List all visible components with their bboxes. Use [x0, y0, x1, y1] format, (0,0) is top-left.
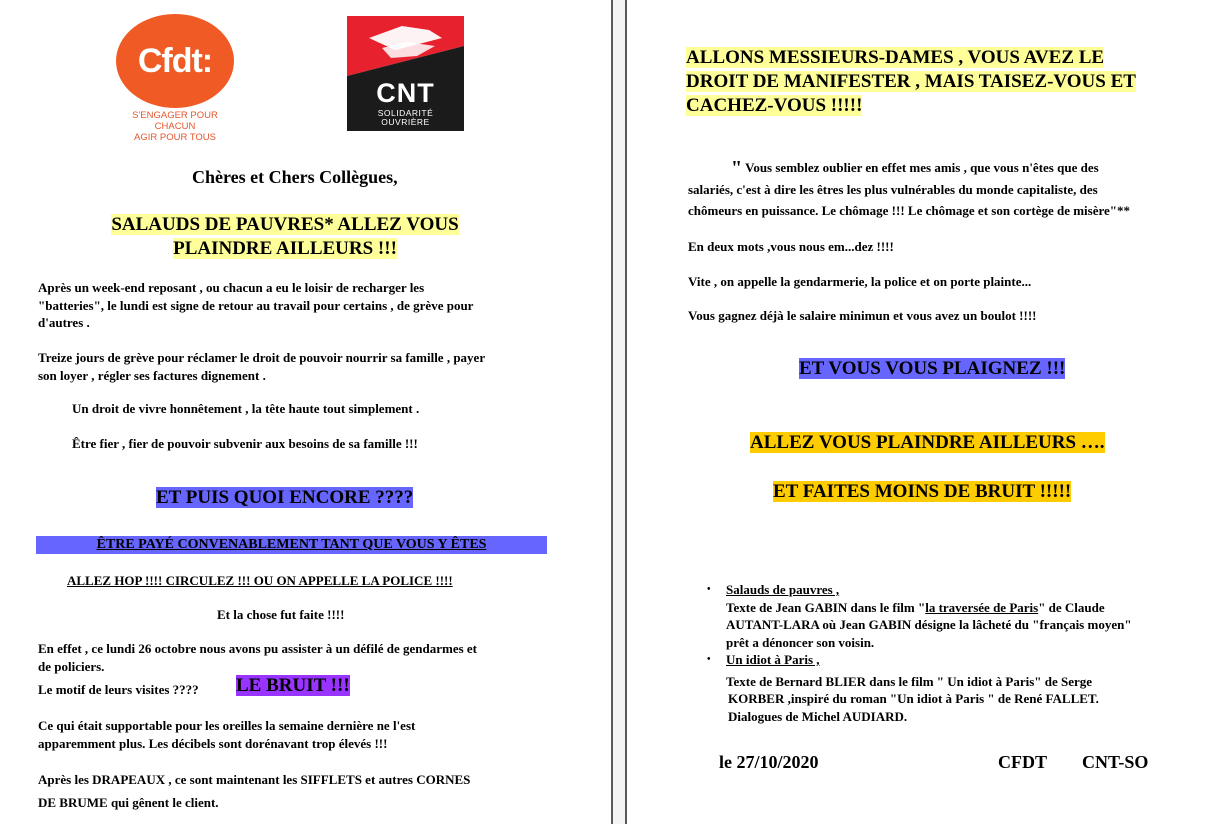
text-line: apparemment plus. Les décibels sont dorénavant trop élevés !!! [38, 735, 388, 751]
cnt-logo-subtitle [347, 109, 464, 127]
text-line: Après les DRAPEAUX , ce sont maintenant les SIFFLETS et autres CORNES [38, 772, 471, 787]
text-line: de policiers. [38, 658, 105, 674]
cfdt-tagline-line: AGIR POUR TOUS [134, 132, 216, 143]
text-line [688, 157, 1208, 179]
banner-text: ALLEZ VOUS PLAINDRE AILLEURS …. [750, 432, 1105, 453]
text-line: son loyer , régler ses factures dignement . [38, 367, 266, 383]
text-line: prêt a dénoncer son voisin. [726, 634, 875, 650]
banner-quoi-encore [156, 487, 413, 509]
text-line: Après un week-end reposant , ou chacun a eu le loisir de recharger les [38, 280, 425, 295]
signature-cfdt: CFDT [998, 752, 1047, 772]
quote-block [688, 157, 1208, 221]
hop-line: ALLEZ HOP !!!! CIRCULEZ !!! OU ON APPELLE LA POLICE !!!! [67, 573, 453, 588]
paragraph-pride: Être fier , fier de pouvoir subvenir aux besoins de sa famille !!! [72, 436, 418, 451]
banner-text: ET PUIS QUOI ENCORE ???? [156, 487, 414, 508]
quote-text: Vous semblez oublier en effet mes amis , que vous n'êtes que des [745, 160, 1099, 175]
main-title-line: PLAINDRE AILLEURS !!! [173, 238, 397, 259]
date: le 27/10/2020 [719, 752, 819, 772]
text-line: DE BRUME qui gênent le client. [38, 795, 219, 810]
banner-text: ET FAITES MOINS DE BRUIT !!!!! [773, 481, 1072, 502]
bullet-icon: • [707, 584, 711, 595]
banner-plaindre-ailleurs [750, 432, 1105, 454]
footnote-title: Salauds de pauvres , [726, 582, 840, 597]
cfdt-logo [116, 14, 234, 143]
right-title-line: DROIT DE MANIFESTER , MAIS TAISEZ-VOUS ET [686, 71, 1136, 92]
paragraph-weekend [38, 279, 598, 332]
footnote-title: Un idiot à Paris , [726, 652, 820, 667]
text-line: Ce qui était supportable pour les oreilles la semaine dernière ne l'est [38, 718, 416, 733]
text-line: chômeurs en puissance. Le chômage !!! Le chômage et son cortège de misère"** [688, 203, 1131, 218]
banner-etre-paye [36, 536, 547, 554]
text-line: Treize jours de grève pour réclamer le droit de pouvoir nourrir sa famille , payer [38, 350, 486, 365]
banner-text: ÊTRE PAYÉ CONVENABLEMENT TANT QUE VOUS Y ÊTES [96, 537, 487, 552]
main-title [60, 213, 510, 261]
footnotes [707, 581, 1207, 725]
film-title: la traversée de Paris [925, 599, 1039, 615]
cfdt-logo-mark: Cfdt: [116, 14, 234, 108]
cfdt-tagline-line: S'ENGAGER POUR CHACUN [132, 110, 218, 132]
text-line [726, 599, 1207, 617]
main-title-line: SALAUDS DE PAUVRES* ALLEZ VOUS [111, 214, 459, 235]
text-line: En effet , ce lundi 26 octobre nous avons pu assister à un défilé de gendarmes et [38, 641, 477, 656]
right-title-line: CACHEZ-VOUS !!!!! [686, 95, 863, 116]
text-fragment: Texte de Jean GABIN dans le film " [726, 599, 926, 615]
right-title [686, 46, 1201, 118]
banner-moins-de-bruit [773, 481, 1071, 503]
text-line: salariés, c'est à dire les êtres les plus vulnérables du monde capitaliste, des [688, 182, 1098, 197]
paragraph-dignity: Un droit de vivre honnêtement , la tête haute tout simplement . [72, 401, 420, 416]
cfdt-tagline [116, 110, 234, 143]
cnt-subtitle-line: SOLIDARITÉ [377, 108, 434, 118]
right-page [627, 0, 1217, 824]
bullet-icon: • [707, 654, 711, 665]
banner-bruit [236, 675, 350, 697]
done-line: Et la chose fut faite !!!! [217, 607, 345, 622]
banner-plaignez [799, 358, 1065, 380]
text-line: Texte de Bernard BLIER dans le film " Un idiot à Paris" de Serge [726, 673, 1093, 689]
text-line: d'autres . [38, 315, 90, 330]
text-line: "batteries", le lundi est signe de retour au travail pour certains , de grève pour [38, 297, 474, 313]
banner-text: ET VOUS VOUS PLAIGNEZ !!! [799, 358, 1066, 379]
cnt-logo-name: CNT [376, 78, 435, 108]
motif-line: Le motif de leurs visites ???? [38, 682, 199, 697]
cnt-logo [347, 16, 464, 131]
paragraph-defile [38, 640, 598, 675]
text-line: AUTANT-LARA où Jean GABIN désigne la lâcheté du "français moyen" [726, 617, 1132, 632]
cnt-subtitle-line: OUVRIÈRE [381, 117, 430, 127]
right-title-line: ALLONS MESSIEURS-DAMES , VOUS AVEZ LE [686, 47, 1105, 68]
line-gendarmerie: Vite , on appelle la gendarmerie, la police et on porte plainte... [688, 274, 1032, 289]
text-line: KORBER ,inspiré du roman "Un idiot à Paris " de René FALLET. [728, 691, 1099, 706]
paragraph-strike [38, 349, 598, 384]
banner-text: LE BRUIT !!! [236, 675, 350, 696]
text-line: Dialogues de Michel AUDIARD. [728, 708, 908, 724]
line-em-dez: En deux mots ,vous nous em...dez !!!! [688, 239, 894, 254]
signature-cnt-so: CNT-SO [1082, 752, 1149, 772]
footnote-item [707, 581, 1207, 651]
line-salaire: Vous gagnez déjà le salaire minimun et vous avez un boulot !!!! [688, 308, 1037, 323]
page-divider [611, 0, 613, 824]
greeting: Chères et Chers Collègues, [192, 167, 398, 187]
paragraph-decibels [38, 717, 598, 752]
footnote-item [707, 651, 1207, 725]
quote-mark: " [731, 157, 743, 179]
text-fragment: " de Claude [1038, 599, 1105, 615]
paragraph-drapeaux [38, 768, 598, 814]
